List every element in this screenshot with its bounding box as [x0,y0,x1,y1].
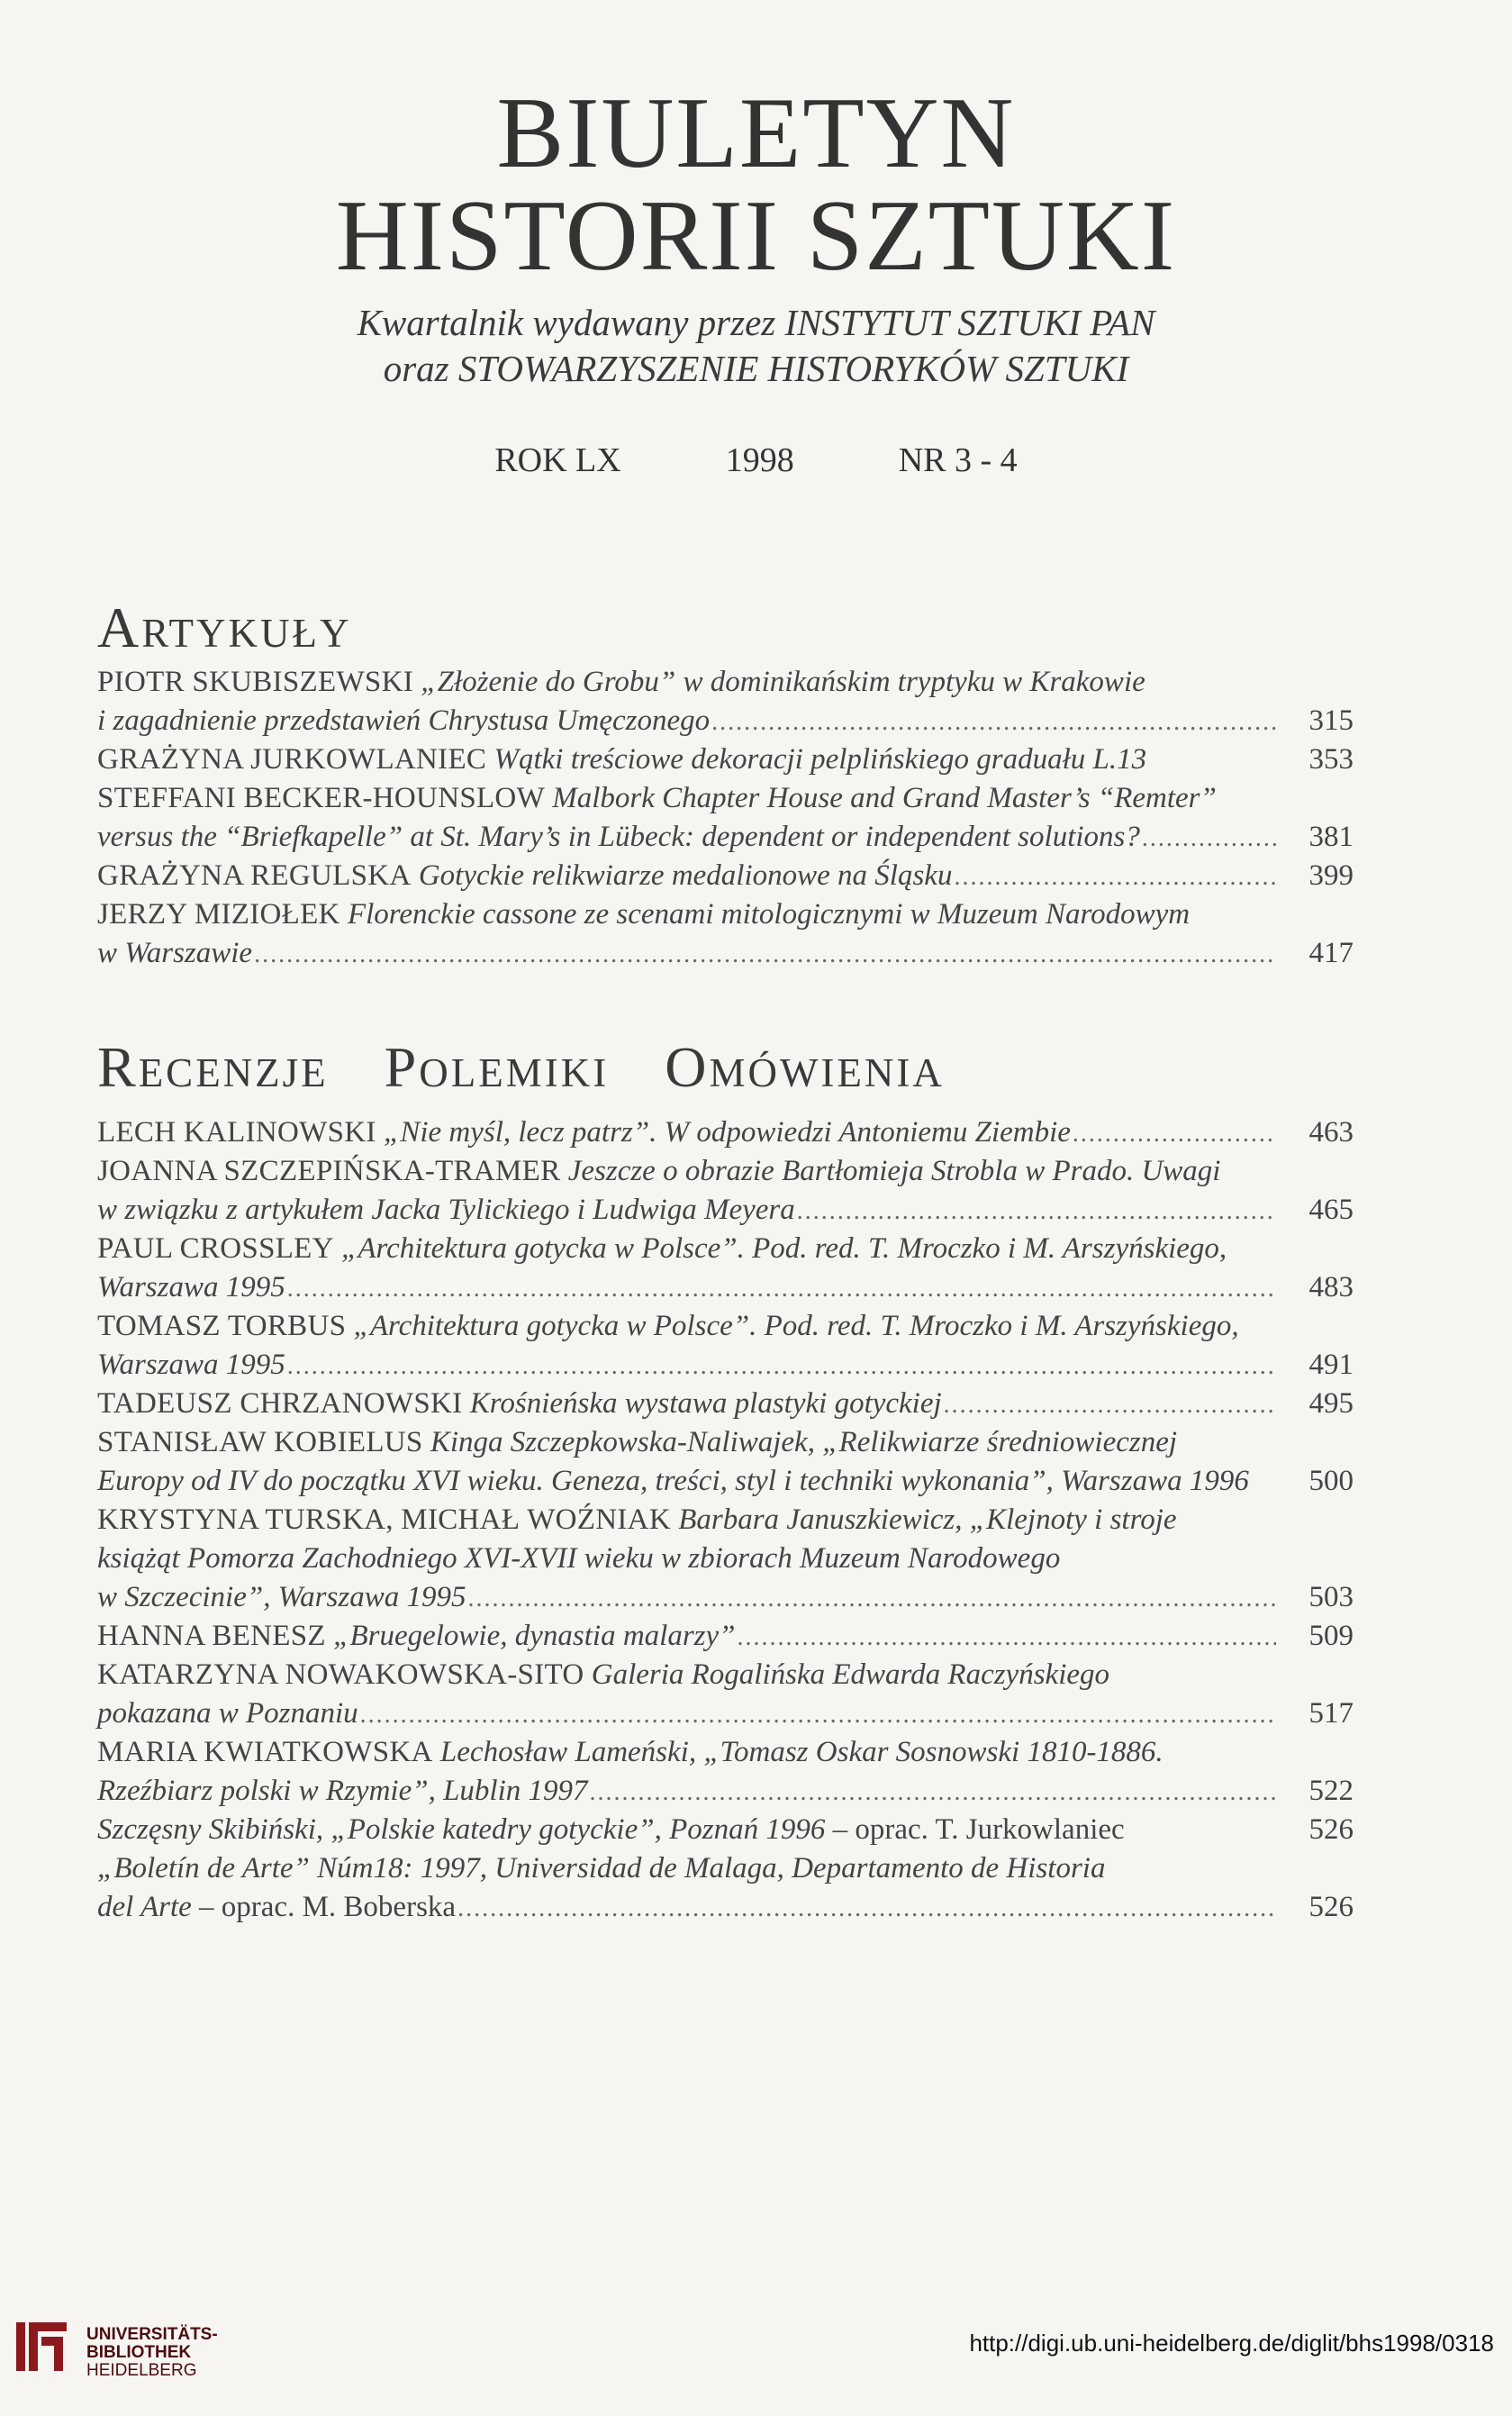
page-number: 399 [1308,859,1354,892]
heading-recenzje: Recenzje [97,1035,329,1099]
dot-leader [711,703,1276,741]
entry-title: Barbara Januszkiewicz, „Klejnoty i stroje [678,1503,1177,1536]
entry-title: Florenckie cassone ze scenami mitologicznymi w Muzeum Narodowym [347,898,1191,931]
toc-entry-review[interactable] [97,1152,1354,1230]
entry-title: „Bruegelowie, dynastia malarzy” [333,1620,736,1652]
page-number: 526 [1308,1813,1354,1846]
entry-author: LECH KALINOWSKI [97,1116,376,1149]
page-number: 495 [1308,1387,1354,1420]
entry-title: Jeszcze o obrazie Bartłomieja Strobla w Prado. Uwagi [567,1155,1221,1187]
toc-entry-article[interactable] [97,663,1354,740]
entry-author: MARIA KWIATKOWSKA [97,1736,433,1768]
page-number: 465 [1308,1194,1354,1226]
page-number: 517 [1308,1697,1354,1730]
page-number: 526 [1308,1891,1354,1923]
year-label: ROK LX [494,441,621,479]
dot-leader [954,858,1276,896]
page-number: 463 [1308,1116,1354,1149]
library-name [86,2326,218,2380]
toc-entry-review[interactable] [97,1501,1354,1617]
entry-author: KATARZYNA NOWAKOWSKA-SITO [97,1658,584,1691]
page-number: 500 [1308,1465,1354,1497]
entry-title: Gotyckie relikwiarze medalionowe na Śląsku [418,859,953,892]
source-url[interactable]: http://digi.ub.uni-heidelberg.de/diglit/bhs1998/0318 [969,2330,1494,2357]
journal-title-line2: HISTORII SZTUKI [335,180,1177,292]
entry-title-cont: w Warszawie [97,937,253,969]
journal-subtitle-line2: oraz STOWARZYSZENIE HISTORYKÓW SZTUKI [383,348,1129,389]
entry-editor: oprac. T. Jurkowlaniec [855,1813,1125,1846]
toc-entry-review[interactable] [97,1307,1354,1385]
journal-subtitle-line1: Kwartalnik wydawany przez INSTYTUT SZTUKI PAN [357,302,1155,343]
entry-editor: oprac. M. Boberska [221,1891,457,1923]
dot-leader [797,1192,1276,1231]
section-heading-reviews [97,1036,1358,1099]
page-number: 417 [1308,937,1354,969]
entry-title-cont: del Arte – [97,1891,214,1923]
section-heading-articles: Artykuły [97,595,352,659]
dot-leader [738,1618,1276,1657]
journal-title-line1: BIULETYN [496,77,1016,189]
entry-title: „Architektura gotycka w Polsce”. Pod. red. T. Mroczko i M. Arszyńskiego, [353,1310,1239,1342]
toc-entry-review[interactable] [97,1733,1354,1811]
entry-author: GRAŻYNA REGULSKA [97,859,412,892]
dot-leader [254,935,1276,974]
page-number: 483 [1308,1271,1354,1303]
entry-title: „Nie myśl, lecz patrz”. W odpowiedzi Antoniemu Ziembie [383,1116,1071,1149]
dot-leader [1142,819,1276,858]
entry-title: Lechosław Lameński, „Tomasz Oskar Sosnowski 1810-1886. [439,1736,1163,1768]
toc-entry-article[interactable] [97,895,1354,973]
library-logo-icon [13,2315,76,2378]
entry-author: KRYSTYNA TURSKA, MICHAŁ WOŹNIAK [97,1503,671,1536]
toc-entry-article[interactable] [97,857,1354,895]
dot-leader [360,1695,1276,1734]
entry-title: Szczęsny Skibiński, „Polskie katedry gotyckie”, Poznań 1996 – [97,1813,848,1846]
entry-title-cont: w Szczecinie”, Warszawa 1995 [97,1581,466,1613]
entry-title-cont: Rzeźbiarz polski w Rzymie”, Lublin 1997 [97,1775,588,1807]
entry-title-cont: Warszawa 1995 [97,1349,285,1381]
entry-title: Krośnieńska wystawa plastyki gotyckiej [469,1387,942,1420]
entry-title: Wątki treściowe dekoracji pelplińskiego graduału L.13 [493,743,1147,776]
entry-title-cont: versus the “Briefkapelle” at St. Mary’s in Lübeck: dependent or independent solutions? [97,821,1140,853]
dot-leader [590,1773,1276,1812]
entry-author: HANNA BENESZ [97,1620,326,1652]
page-number: 509 [1308,1620,1354,1652]
entry-title-cont: w związku z artykułem Jacka Tylickiego i Ludwiga Meyera [97,1194,795,1226]
toc-entry-review[interactable] [97,1811,1354,1849]
page-number: 381 [1308,821,1354,853]
entry-author: PIOTR SKUBISZEWSKI [97,666,413,698]
toc-entry-review[interactable] [97,1230,1354,1307]
entry-title: „Złożenie do Grobu” w dominikańskim tryptyku w Krakowie [421,666,1145,698]
page-number: 353 [1308,743,1354,776]
library-name-line1: UNIVERSITÄTS- [86,2325,218,2344]
dot-leader [1073,1114,1276,1153]
page-number: 522 [1308,1775,1354,1807]
toc-entry-article[interactable] [97,779,1354,857]
dot-leader [944,1385,1276,1424]
entry-title: „Boletín de Arte” Núm18: 1997, Universidad de Malaga, Departamento de Historia [97,1852,1106,1885]
entry-author: STANISŁAW KOBIELUS [97,1426,423,1458]
library-name-line2: BIBLIOTHEK [86,2343,192,2362]
issue-number: NR 3 - 4 [898,441,1018,479]
toc-entry-article[interactable] [97,740,1354,779]
library-name-line3: HEIDELBERG [86,2361,197,2380]
entry-author: STEFFANI BECKER-HOUNSLOW [97,782,546,814]
heading-polemiki: Polemiki [384,1035,610,1099]
entry-author: PAUL CROSSLEY [97,1232,334,1265]
entry-author: TOMASZ TORBUS [97,1310,347,1342]
toc-entry-review[interactable] [97,1423,1354,1501]
year: 1998 [725,441,794,479]
page-number: 503 [1308,1581,1354,1613]
toc-entry-review[interactable] [97,1849,1354,1927]
entry-author: JERZY MIZIOŁEK [97,898,340,931]
page-number: 491 [1308,1349,1354,1381]
entry-author: TADEUSZ CHRZANOWSKI [97,1387,463,1420]
entry-title-cont: książąt Pomorza Zachodniego XVI-XVII wieku w zbiorach Muzeum Narodowego [97,1542,1061,1575]
entry-title: Malbork Chapter House and Grand Master’s “Remter” [552,782,1217,814]
dot-leader [287,1347,1276,1385]
entry-author: JOANNA SZCZEPIŃSKA-TRAMER [97,1155,561,1187]
entry-title-cont: i zagadnienie przedstawień Chrystusa Umęczonego [97,704,711,737]
entry-title-cont: pokazana w Poznaniu [97,1697,358,1730]
dot-leader [457,1889,1276,1928]
toc-entry-review[interactable] [97,1656,1354,1733]
toc-entry-review[interactable] [97,1385,1354,1423]
entry-title: Kinga Szczepkowska-Naliwajek, „Relikwiarze średniowiecznej [430,1426,1178,1458]
heading-omowienia: Omówienia [665,1035,945,1099]
issue-info [0,440,1512,481]
entry-title-cont: Warszawa 1995 [97,1271,285,1303]
dot-leader [467,1579,1276,1618]
dot-leader [287,1269,1276,1308]
toc-entry-review[interactable] [97,1113,1354,1152]
entry-author: GRAŻYNA JURKOWLANIEC [97,743,487,776]
entry-title: „Architektura gotycka w Polsce”. Pod. red. T. Mroczko i M. Arszyńskiego, [341,1232,1227,1265]
page-number: 315 [1308,704,1354,737]
toc-entry-review[interactable] [97,1617,1354,1656]
entry-title-cont: Europy od IV do początku XVI wieku. Geneza, treści, styl i techniki wykonania”, Warszawa 1996 [97,1465,1249,1497]
entry-title: Galeria Rogalińska Edwarda Raczyńskiego [591,1658,1110,1691]
